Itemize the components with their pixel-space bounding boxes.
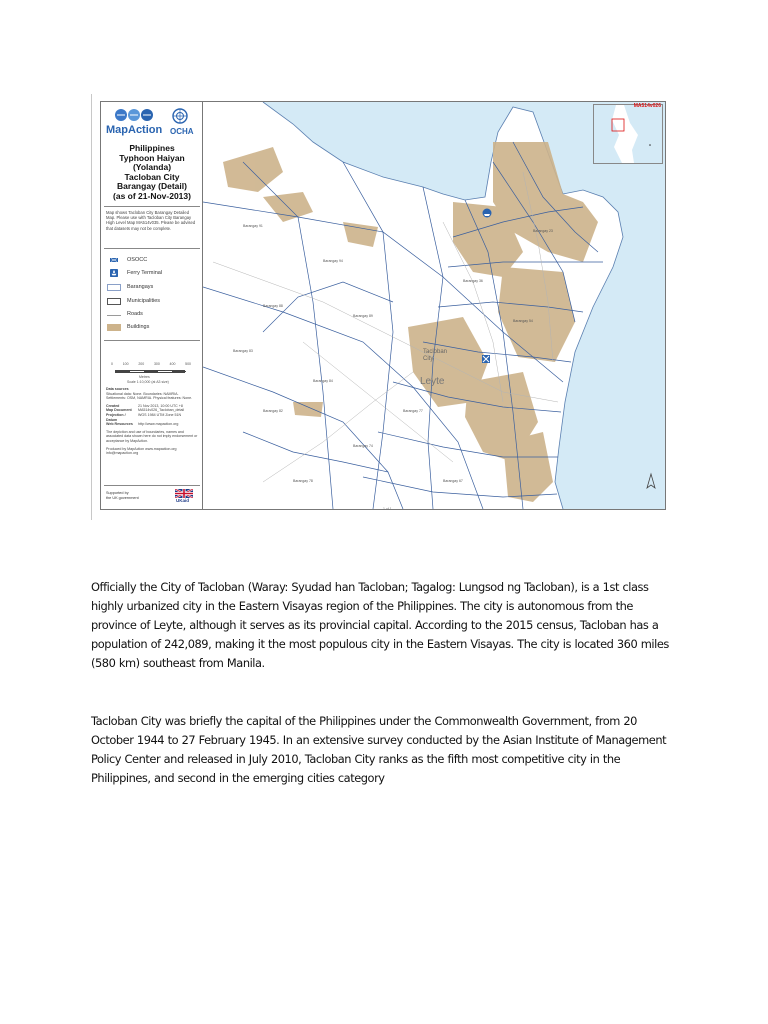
- svg-text:Barangay 78: Barangay 78: [293, 479, 313, 483]
- building-swatch: [107, 324, 121, 331]
- scale-ratio: Scale 1:10,000 (at A3 size): [127, 380, 169, 384]
- map-title-line: Barangay (Detail): [117, 181, 187, 192]
- map-canvas: [203, 102, 665, 509]
- ukaid-text: UKaid: [176, 498, 190, 503]
- un-emblem-icon: [172, 108, 188, 124]
- scale-tick: 100: [122, 362, 129, 366]
- svg-text:Barangay 74: Barangay 74: [353, 444, 373, 448]
- province-label: Leyte: [420, 376, 445, 387]
- legend-divider: [104, 340, 200, 341]
- map-legend-panel: [101, 102, 203, 509]
- legend-label: Roads: [127, 311, 143, 317]
- meta-row: Created 21 Nov 2013, 10:00 UTC +8: [106, 403, 183, 408]
- scale-tick: 500: [185, 362, 191, 366]
- ferry-icon: [110, 269, 118, 277]
- legend-divider: [104, 485, 200, 486]
- uk-flag-icon: [175, 489, 193, 498]
- disclaimer: The depiction and use of boundaries, names and associated data shown here do not imply endorsement or acceptance by MapAction.: [106, 429, 198, 443]
- legend-divider: [104, 206, 200, 207]
- svg-text:Barangay 36: Barangay 36: [463, 279, 483, 283]
- barangay-map-figure: [100, 101, 666, 510]
- svg-text:Barangay 84: Barangay 84: [313, 379, 333, 383]
- data-sources: Situational data: None. Boundaries: NAMRIA. Settlements: OSM, NAMRIA. Physical features: None.: [106, 391, 193, 401]
- osocc-icon: [110, 256, 118, 264]
- map-title-line: Tacloban City: [124, 171, 180, 182]
- legend-label: Municipalities: [127, 298, 161, 304]
- map-metadata: [106, 387, 198, 456]
- scale-tick: 300: [153, 362, 160, 366]
- map-title-line: Typhoon Haiyan: [119, 152, 185, 163]
- legend-label: OSOCC: [127, 257, 148, 263]
- scale-tick: 400: [169, 362, 176, 366]
- legend-label: Barangays: [127, 284, 154, 290]
- map-title-line: Philippines: [129, 143, 175, 153]
- svg-text:Barangay 54: Barangay 54: [513, 319, 533, 323]
- ukaid-logo: [175, 489, 193, 503]
- legend-label: Buildings: [127, 324, 150, 330]
- mapaction-logo-icon: [114, 108, 154, 122]
- map-title-line: (as of 21-Nov-2013): [113, 190, 191, 201]
- map-title-line: (Yolanda): [132, 162, 172, 173]
- legend-label: Ferry Terminal: [127, 270, 163, 276]
- svg-text:Barangay 88: Barangay 88: [263, 304, 283, 308]
- legend-row-barangays: [107, 283, 201, 293]
- produced-by: Produced by MapAction www.mapaction.org info@mapaction.org: [106, 446, 177, 456]
- svg-text:Barangay 91: Barangay 91: [243, 224, 263, 228]
- paragraph-intro: Officially the City of Tacloban (Waray: Syudad han Tacloban; Tagalog: Lungsod ng Tacloban), is a 1st class highly urbanized city in the Eastern Visayas region of the Philippines. The city is autonomous from the province of Leyte, although it serves as its provincial capital. According to the 2015 census, Tacloban has a population of 242,089, making it the most populous city in the Eastern Visayas. The city is located 360 miles (580 km) southeast from Manila.: [91, 580, 669, 670]
- city-label: Tacloban City: [423, 349, 448, 362]
- map-page-label: 1 of 1: [383, 507, 392, 511]
- data-sources-label: Data sources: [106, 387, 129, 391]
- barangay-swatch: [107, 284, 121, 291]
- svg-text:Barangay 89: Barangay 89: [353, 314, 373, 318]
- scale-tick: 200: [138, 362, 145, 366]
- svg-text:Barangay 83: Barangay 83: [233, 349, 253, 353]
- scale-tick: 0: [111, 362, 113, 366]
- ocha-logo-text: OCHA: [170, 127, 194, 136]
- legend-row-ferry: [107, 269, 201, 279]
- scale-unit: Metres: [139, 375, 150, 379]
- legend-row-buildings: [107, 323, 201, 333]
- meta-row: Map Document MA514v026_Tacloban_detail: [106, 408, 185, 413]
- legend-row-osocc: [107, 256, 201, 266]
- svg-text:Barangay 94: Barangay 94: [323, 259, 343, 263]
- map-title: [103, 144, 201, 202]
- locator-map-drawing: [594, 105, 662, 163]
- svg-text:Barangay 67: Barangay 67: [443, 479, 463, 483]
- legend-divider: [104, 248, 200, 249]
- mapaction-logo-text: MapAction: [106, 124, 163, 136]
- svg-text:Barangay 77: Barangay 77: [403, 409, 423, 413]
- page-edge-line: [91, 94, 92, 520]
- paragraph-history: Tacloban City was briefly the capital of the Philippines under the Commonwealth Government, from 20 October 1944 to 27 February 1945. In an extensive survey conducted by the Asian Institute of Management Policy Center and released in July 2010, Tacloban City ranks as the fifth most competitive city in the Philippines, and second in the emerging cities category: [91, 714, 667, 785]
- scale-ticks: [111, 362, 191, 366]
- svg-text:Barangay 23: Barangay 23: [533, 229, 553, 233]
- osocc-marker: [482, 355, 490, 363]
- logo-bar: [106, 108, 198, 142]
- meta-row: Web Resources http://www.mapaction.org: [106, 422, 179, 427]
- road-swatch: [107, 315, 121, 316]
- svg-text:Barangay 82: Barangay 82: [263, 409, 283, 413]
- map-code: MA514v026: [633, 103, 661, 109]
- ferry-marker: [483, 209, 492, 218]
- legend-row-municipalities: [107, 297, 201, 307]
- meta-row: Projection / Datum WGS 1984 UTM Zone 51N: [106, 412, 182, 422]
- legend-row-roads: [107, 310, 201, 320]
- scale-bar: [115, 370, 185, 373]
- map-description: Map shows Tacloban City Barangay Detailed Map. Please use with Tacloban City Barangay High Level Map MA514v035. Please be advised that datasets may not be complete.: [106, 210, 196, 231]
- locator-inset-map: [593, 104, 663, 164]
- support-note: Supported by the UK government: [106, 491, 139, 500]
- municipality-swatch: [107, 298, 121, 305]
